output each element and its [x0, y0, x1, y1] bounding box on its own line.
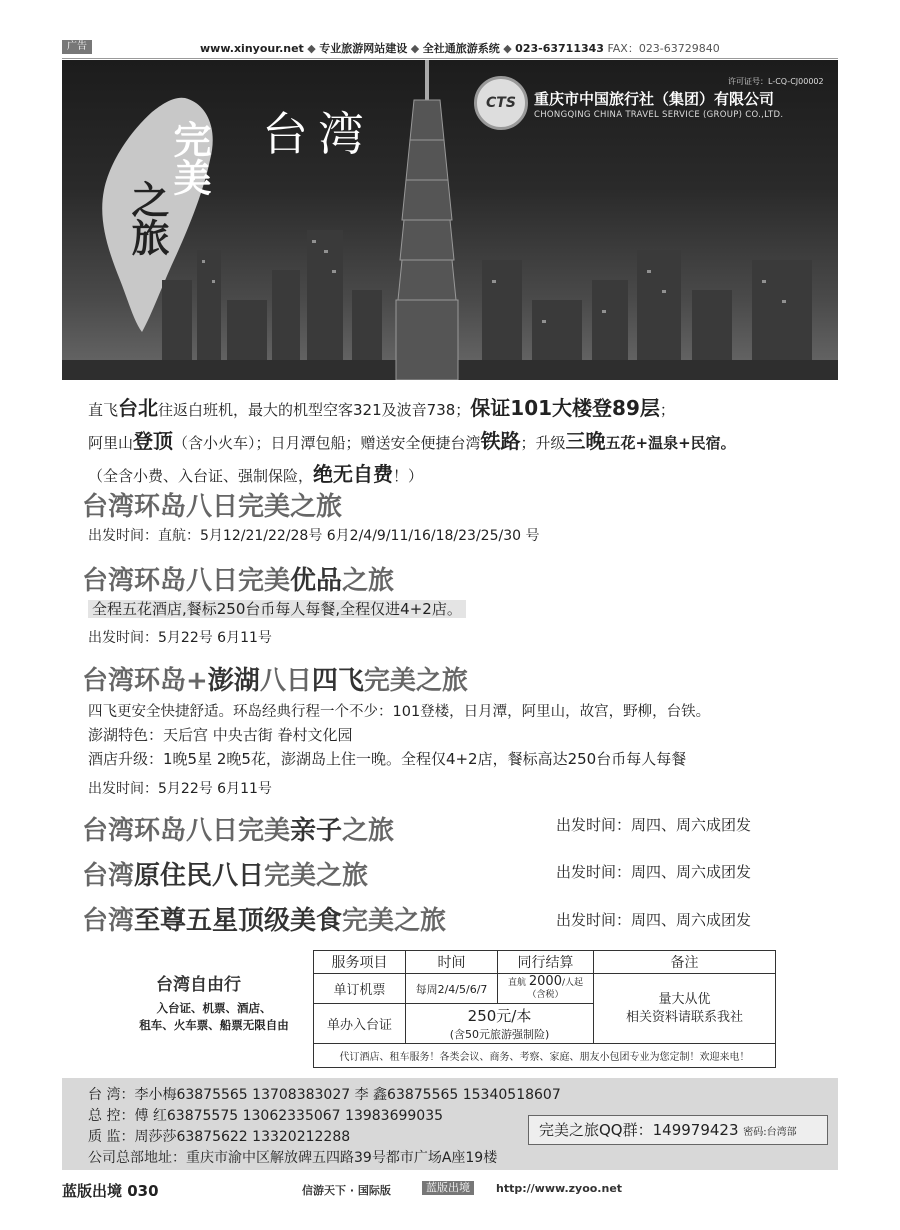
hero-title: 台湾: [262, 107, 374, 161]
table-header-row: [314, 951, 776, 974]
tour-3-description-1: 四飞更安全快捷舒适。环岛经典行程一个不少：101登楼，日月潭，阿里山，故宫，野柳，台铁。: [88, 704, 711, 720]
footer-publication: 信游天下 · 国际版: [302, 1184, 391, 1197]
website-link[interactable]: www.xinyour.net: [200, 42, 304, 55]
free-travel-title: 台湾自由行: [156, 975, 241, 995]
page-number: 蓝版出境 030: [62, 1182, 159, 1200]
table-header-cell: 时间: [406, 951, 498, 974]
slogan-journey: 之旅: [125, 180, 169, 256]
table-cell: 代订酒店、租车服务！各类会议、商务、考察、家庭、朋友小包团专业为您定制！欢迎来电！: [314, 1044, 776, 1068]
tour-5-title: 台湾原住民八日完美之旅: [82, 861, 369, 891]
contact-control: 总 控：傅 红63875575 13062335067 13983699035: [88, 1108, 444, 1124]
tour-3-departure: 出发时间：5月22号 6月11号: [88, 781, 272, 797]
tour-4-title: 台湾环岛八日完美亲子之旅: [82, 816, 395, 846]
tour-1-departure: 出发时间：直航：5月12/21/22/28号 6月2/4/9/11/16/18/23/25/30 号: [88, 528, 540, 544]
table-header-cell: 备注: [594, 951, 776, 974]
header-info: www.xinyour.net ◆ 专业旅游网站建设 ◆ 全社通旅游系统 ◆ 023-63711343 FAX：023-63729840: [200, 42, 720, 55]
table-note-cell: 量大从优 相关资料请联系我社: [594, 974, 776, 1044]
tour-4-departure: 出发时间：周四、周六成团发: [556, 816, 752, 834]
table-header-cell: 同行结算: [498, 951, 594, 974]
contact-quality: 质 监：周莎莎63875622 13320212288: [88, 1129, 351, 1145]
slogan-perfect: 完美: [167, 120, 211, 196]
permit-number: 许可证号：L-CQ-CJ00002: [728, 77, 824, 86]
table-cell: 单办入台证: [314, 1004, 406, 1044]
tour-1-title: 台湾环岛八日完美之旅: [82, 492, 343, 522]
slogan-2: 全社通旅游系统: [422, 42, 500, 55]
intro-line-3: （全含小费、入台证、强制保险，绝无自费！）: [88, 462, 424, 486]
cts-logo-icon: CTS: [474, 76, 528, 130]
table-row: [314, 974, 776, 1004]
tour-3-description-2: 澎湖特色：天后宫 中央古街 眷村文化园: [88, 726, 353, 744]
tour-2-description: 全程五花酒店,餐标250台币每人每餐,全程仅进4+2店。: [88, 598, 466, 619]
tour-5-departure: 出发时间：周四、周六成团发: [556, 863, 752, 881]
free-travel-text: 入台证、机票、酒店、 租车、火车票、船票无限自由: [139, 1001, 289, 1032]
table-header-cell: 服务项目: [314, 951, 406, 974]
slogan-1: 专业旅游网站建设: [319, 42, 408, 55]
table-cell: 250元/本 (含50元旅游强制险): [406, 1004, 594, 1044]
contact-address: 公司总部地址：重庆市渝中区解放碑五四路39号都市广场A座19楼: [88, 1150, 498, 1166]
header-phone: 023-63711343: [515, 42, 604, 55]
tour-2-title: 台湾环岛八日完美优品之旅: [82, 566, 395, 596]
tour-3-description-3: 酒店升级：1晚5星 2晚5花，澎湖岛上住一晚。全程仅4+2店，餐标高达250台币每人每餐: [88, 750, 687, 768]
header-fax: FAX：023-63729840: [607, 42, 720, 55]
table-cell: 直航 2000/人起 （含税）: [498, 974, 594, 1004]
intro-line-1: 直飞台北往返白班机，最大的机型空客321及波音738；保证101大楼登89层；: [88, 396, 675, 420]
header-divider: [62, 58, 838, 59]
table-cell: 单订机票: [314, 974, 406, 1004]
footer-url[interactable]: http://www.zyoo.net: [496, 1182, 623, 1195]
tour-2-departure: 出发时间：5月22号 6月11号: [88, 630, 272, 646]
table-cell: 每周2/4/5/6/7: [406, 974, 498, 1004]
tour-3-title: 台湾环岛+澎湖八日四飞完美之旅: [82, 666, 468, 696]
ad-tag: 广告: [62, 40, 92, 54]
hero-banner: [62, 60, 838, 380]
tour-6-departure: 出发时间：周四、周六成团发: [556, 911, 752, 929]
tour-6-title: 台湾至尊五星顶级美食完美之旅: [82, 906, 447, 936]
footer-badge: 蓝版出境: [422, 1181, 474, 1195]
table-footer-row: [314, 1044, 776, 1068]
intro-line-2: 阿里山登顶（含小火车）；日月潭包船；赠送安全便捷台湾铁路；升级三晚五花+温泉+民宿。: [88, 429, 736, 453]
company-name: 重庆市中国旅行社（集团）有限公司: [534, 90, 775, 108]
service-table: [313, 950, 776, 1068]
company-name-en: CHONGQING CHINA TRAVEL SERVICE (GROUP) CO.,LTD.: [534, 110, 784, 120]
contact-taiwan: 台 湾：李小梅63875565 13708383027 李 鑫63875565 15340518607: [88, 1087, 561, 1103]
qq-group: 完美之旅QQ群：149979423 密码:台湾部: [528, 1115, 828, 1145]
taipei-101-tower-icon: [392, 60, 462, 380]
